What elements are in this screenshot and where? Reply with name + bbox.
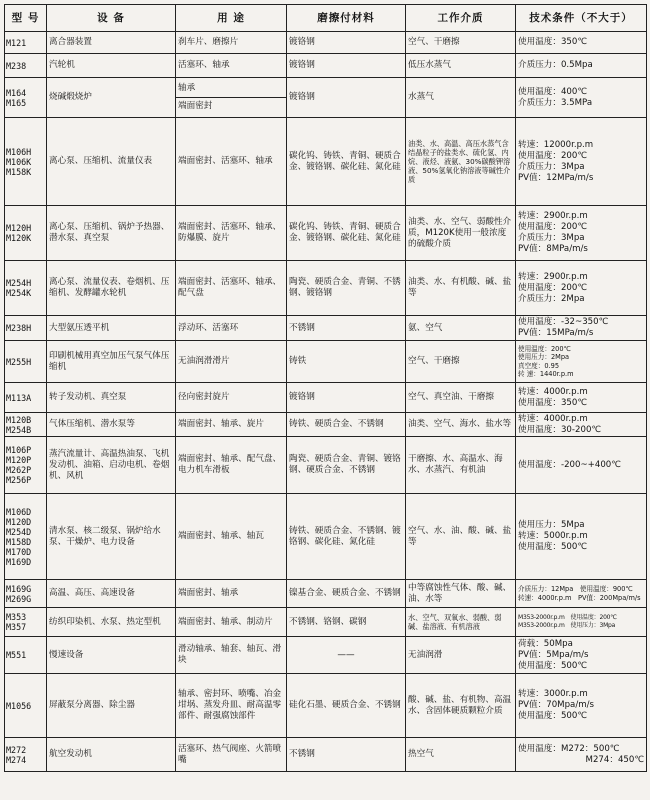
- tech-line: 使用压力：5Mpa: [518, 520, 585, 530]
- tech-line: 使用温度：200℃: [518, 344, 571, 353]
- tech-line: 使用温度：30-200℃: [518, 424, 602, 435]
- material-cell: 铸铁: [287, 341, 406, 383]
- model-code: M120B: [6, 414, 32, 425]
- tech-line: 使用温度：-32~350℃: [518, 317, 609, 327]
- model-code: M158D: [6, 536, 32, 547]
- tech-cell: [516, 383, 647, 413]
- tech-line: 转速：4000r.p.m: [518, 386, 588, 397]
- use-cell: 活塞环、热气阀座、火箭喷嘴: [176, 738, 287, 772]
- tech-line: 转速：5000r.p.m: [518, 531, 588, 541]
- tech-cell: [516, 674, 647, 738]
- material-cell: 陶瓷、硬质合金、青铜、镀铬钢、硬质合金、不锈钢: [287, 437, 406, 494]
- model-code: M357: [6, 622, 27, 632]
- table-row: [5, 383, 647, 413]
- medium-cell: 水蒸气: [406, 78, 516, 118]
- model-list: [6, 61, 45, 71]
- material-cell: 镍基合金、硬质合金、不锈钢: [287, 580, 406, 608]
- model-code: M165: [6, 97, 27, 108]
- use-cell: [176, 78, 287, 118]
- table-row: [5, 261, 647, 316]
- use-cell: 活塞环、轴承: [176, 54, 287, 78]
- tech-line: 荷载：50Mpa: [518, 638, 573, 649]
- model-code: M120H: [6, 223, 32, 233]
- tech-line: 使用温度：500℃: [518, 660, 588, 671]
- equipment-cell: 气体压缩机、潜水泵等: [47, 413, 176, 437]
- equipment-cell: 烧碱煅烧炉: [47, 78, 176, 118]
- model-list: [6, 650, 45, 660]
- model-code: M169G: [6, 583, 32, 594]
- medium-cell: 空气、真空油、干磨擦: [406, 383, 516, 413]
- material-cell: 镀铬钢: [287, 78, 406, 118]
- use-cell: 径向密封旋片: [176, 383, 287, 413]
- model-cell: [5, 494, 47, 580]
- model-code: M272: [6, 744, 27, 755]
- tech-line: 使用温度：200℃: [518, 150, 588, 161]
- medium-cell: 酸、碱、盐、有机物、高温水、含固体硬质颗粒介质: [406, 674, 516, 738]
- table-row: [5, 316, 647, 341]
- tech-cell: [516, 341, 647, 383]
- header-tech: 技术条件（不大于）: [516, 5, 647, 32]
- material-cell: 铸铁、硬质合金、不锈钢、镀铬钢、碳化硅、氮化硅: [287, 494, 406, 580]
- tech-line: 转 速：1440r.p.m: [518, 370, 574, 378]
- tech-line: M353-2000r.p.m 使用压力：3Mpa: [518, 622, 616, 629]
- tech-line: PV值：70Mpa/m/s: [518, 700, 594, 710]
- model-code: M121: [6, 37, 27, 48]
- model-code: M551: [6, 650, 27, 660]
- model-code: M269G: [6, 593, 32, 604]
- use-cell: 端面密封、轴承、旋片: [176, 413, 287, 437]
- equipment-cell: 大型氨压透平机: [47, 316, 176, 341]
- medium-cell: 空气、干磨擦: [406, 32, 516, 54]
- model-cell: [5, 674, 47, 738]
- equipment-cell: 转子发动机、真空泵: [47, 383, 176, 413]
- use-cell: 无油润滑滑片: [176, 341, 287, 383]
- tech-line: 转速：4000r.p.m PV值：200Mpa/m/s: [518, 593, 641, 602]
- model-code: M169D: [6, 556, 32, 567]
- tech-line: 使用温度：200℃: [518, 222, 588, 232]
- model-code: M256P: [6, 475, 32, 485]
- use-cell: 轴承、密封环、喷嘴、冶金坩埚、蒸发舟皿、耐高温零部件、耐强腐蚀部件: [176, 674, 287, 738]
- equipment-cell: 蒸汽流量计、高温热油泵、飞机发动机、油箱、启动电机、卷烟机、风机: [47, 437, 176, 494]
- equipment-cell: 清水泵、核二级泵、锅炉给水泵、干燥炉、电力设备: [47, 494, 176, 580]
- material-cell: 铸铁、硬质合金、不锈钢: [287, 413, 406, 437]
- table-row: [5, 437, 647, 494]
- model-code: M106K: [6, 156, 32, 167]
- material-cell: 镀铬钢: [287, 54, 406, 78]
- model-cell: [5, 206, 47, 261]
- model-list: [6, 745, 45, 765]
- equipment-cell: 屏蔽泵分离器、除尘器: [47, 674, 176, 738]
- model-code: M170D: [6, 546, 32, 557]
- material-cell: 碳化钨、铸铁、青铜、硬质合金、镀铬钢、碳化硅、氮化硅: [287, 118, 406, 206]
- model-list: [6, 38, 45, 48]
- equipment-cell: 汽轮机: [47, 54, 176, 78]
- equipment-cell: 离心泵、压缩机、流量仪表: [47, 118, 176, 206]
- model-code: M106D: [6, 506, 32, 517]
- tech-line: 使用温度：350℃: [518, 397, 588, 408]
- model-code: M254K: [6, 288, 32, 298]
- equipment-cell: 离心泵、流量仪表、卷烟机、压缩机、发酵罐水轮机: [47, 261, 176, 316]
- model-cell: [5, 413, 47, 437]
- header-medium: 工作介质: [406, 5, 516, 32]
- tech-line: PV值：5Mpa/m/s: [518, 649, 589, 660]
- model-list: [6, 88, 45, 108]
- model-code: M158K: [6, 166, 32, 177]
- medium-cell: 无油润滑: [406, 637, 516, 674]
- model-list: [6, 357, 45, 367]
- equipment-cell: 航空发动机: [47, 738, 176, 772]
- tech-cell: [516, 637, 647, 674]
- table-row: [5, 494, 647, 580]
- tech-line: 使用温度：-200~+400℃: [518, 459, 621, 470]
- material-cell: 镀铬钢: [287, 32, 406, 54]
- tech-line: 转速：3000r.p.m: [518, 689, 588, 699]
- tech-line: M274：450℃: [585, 754, 644, 765]
- medium-cell: 热空气: [406, 738, 516, 772]
- tech-line: PV值：12MPa/m/s: [518, 172, 594, 183]
- model-list: [6, 612, 45, 632]
- model-code: M262P: [6, 465, 32, 475]
- model-cell: [5, 316, 47, 341]
- material-cell: 硅化石墨、硬质合金、不锈钢: [287, 674, 406, 738]
- use-cell: 端面密封、轴承: [176, 580, 287, 608]
- table-row: [5, 206, 647, 261]
- material-cell: 镀铬钢: [287, 383, 406, 413]
- medium-cell: 油类、空气、海水、盐水等: [406, 413, 516, 437]
- material-cell: 不锈钢、铬钢、碳钢: [287, 608, 406, 637]
- model-list: [6, 445, 45, 485]
- use-cell: 端面密封、活塞环、轴承: [176, 118, 287, 206]
- tech-cell: [516, 437, 647, 494]
- table-row: [5, 54, 647, 78]
- model-list: [6, 415, 45, 435]
- table-row: [5, 738, 647, 772]
- model-cell: [5, 637, 47, 674]
- equipment-cell: 离心泵、压缩机、锅炉予热器、潜水泵、真空泵: [47, 206, 176, 261]
- model-list: [6, 323, 45, 333]
- use-cell: 端面密封、活塞环、轴承、配气盘: [176, 261, 287, 316]
- table-row: [5, 341, 647, 383]
- header-material: 磨擦付材料: [287, 5, 406, 32]
- material-cell: 不锈钢: [287, 316, 406, 341]
- model-code: M254D: [6, 526, 32, 537]
- medium-cell: 氨、空气: [406, 316, 516, 341]
- use-cell: 滑动轴承、轴套、轴瓦、滑块: [176, 637, 287, 674]
- model-code: M238H: [6, 323, 32, 333]
- equipment-cell: 慢速设备: [47, 637, 176, 674]
- tech-line: 使用温度：350℃: [518, 37, 588, 47]
- use-cell: 刹车片、磨擦片: [176, 32, 287, 54]
- tech-line: 使用温度：400℃: [518, 86, 588, 97]
- material-cell: 碳化钨、铸铁、青铜、硬质合金、镀铬钢、碳化硅、氮化硅: [287, 206, 406, 261]
- tech-line: 转速：12000r.p.m: [518, 139, 594, 150]
- medium-cell: 空气、水、油、酸、碱、盐等: [406, 494, 516, 580]
- model-cell: [5, 261, 47, 316]
- material-cell: ——: [287, 637, 406, 674]
- tech-line: PV值：8MPa/m/s: [518, 244, 588, 254]
- medium-cell: 水、空气、双氧水、弱酸、弱碱、盐溶液、有机溶液: [406, 608, 516, 637]
- model-list: [6, 147, 45, 177]
- table-body: [5, 32, 647, 772]
- tech-cell: [516, 413, 647, 437]
- model-code: M254B: [6, 424, 32, 435]
- model-list: [6, 223, 45, 243]
- model-cell: [5, 437, 47, 494]
- use-cell: 浮动环、活塞环: [176, 316, 287, 341]
- equipment-cell: 印刷机械用真空加压气泵气体压缩机: [47, 341, 176, 383]
- model-cell: [5, 608, 47, 637]
- model-code: M120D: [6, 516, 32, 527]
- medium-cell: 油类、水、高温、高压水蒸气含结晶粒子的盐类水、硫化氢、内烷、液烃、液氨、30%碳酸钾溶液、50%氢氧化钠溶液等碱性介质: [406, 118, 516, 206]
- table-row: [5, 608, 647, 637]
- use-cell: 端面密封、轴承、制动片: [176, 608, 287, 637]
- model-code: M274: [6, 754, 27, 765]
- tech-line: 真空度：0.95: [518, 361, 560, 370]
- tech-line: 介质压力：3.5MPa: [518, 97, 593, 108]
- medium-cell: 油类、水、空气、弱酸性介质，M120K使用一般浓度的硫酸介质: [406, 206, 516, 261]
- use-cell: 端面密封、轴承、配气盘、电力机车滑板: [176, 437, 287, 494]
- equipment-cell: 离合器装置: [47, 32, 176, 54]
- table-row: [5, 32, 647, 54]
- header-model: 型 号: [5, 5, 47, 32]
- model-list: [6, 278, 45, 298]
- model-list: [6, 701, 45, 711]
- model-cell: [5, 118, 47, 206]
- model-code: M164: [6, 87, 27, 98]
- model-list: [6, 393, 45, 403]
- table-row: [5, 674, 647, 738]
- table-row: [5, 78, 647, 118]
- tech-line: 使用温度：200℃: [518, 282, 588, 293]
- header-equipment: 设 备: [47, 5, 176, 32]
- model-code: M1056: [6, 700, 32, 711]
- tech-line: 介质压力：3Mpa: [518, 161, 585, 172]
- model-code: M255H: [6, 356, 32, 367]
- tech-line: 转速：2900r.p.m: [518, 211, 588, 221]
- model-code: M113A: [6, 392, 32, 403]
- tech-cell: [516, 206, 647, 261]
- model-code: M238: [6, 60, 27, 71]
- tech-cell: [516, 580, 647, 608]
- use-item: 轴承: [176, 80, 286, 98]
- tech-line: 转速：2900r.p.m: [518, 271, 588, 282]
- medium-cell: 油类、水、有机酸、碱、盐等: [406, 261, 516, 316]
- model-cell: [5, 341, 47, 383]
- model-cell: [5, 78, 47, 118]
- tech-line: 使用压力：2Mpa: [518, 353, 570, 361]
- header-use: 用 途: [176, 5, 287, 32]
- medium-cell: 干磨擦、水、高温水、海水、水蒸汽、有机油: [406, 437, 516, 494]
- model-cell: [5, 383, 47, 413]
- use-cell: 端面密封、轴承、轴瓦: [176, 494, 287, 580]
- tech-line: 介质压力：0.5Mpa: [518, 60, 593, 70]
- model-code: M353: [6, 612, 27, 622]
- table-row: [5, 637, 647, 674]
- tech-line: 转速：4000r.p.m: [518, 413, 588, 424]
- tech-line: 介质压力：2Mpa: [518, 293, 585, 304]
- tech-cell: [516, 316, 647, 341]
- tech-line: 使用温度：500℃: [518, 711, 588, 721]
- medium-cell: 中等腐蚀性气体、酸、碱、油、水等: [406, 580, 516, 608]
- model-cell: [5, 580, 47, 608]
- tech-cell: [516, 494, 647, 580]
- header-row: [5, 5, 647, 32]
- model-cell: [5, 32, 47, 54]
- tech-line: 介质压力：3Mpa: [518, 233, 585, 243]
- material-cell: 陶瓷、硬质合金、青铜、不锈钢、镀铬钢: [287, 261, 406, 316]
- model-code: M120K: [6, 233, 32, 243]
- tech-cell: [516, 738, 647, 772]
- tech-cell: [516, 118, 647, 206]
- tech-cell: [516, 54, 647, 78]
- tech-cell: [516, 261, 647, 316]
- model-code: M254H: [6, 278, 32, 288]
- equipment-cell: 高温、高压、高速设备: [47, 580, 176, 608]
- table-row: [5, 413, 647, 437]
- material-cell: 不锈钢: [287, 738, 406, 772]
- model-list: [6, 507, 45, 567]
- equipment-cell: 纺织印染机、水泵、热定型机: [47, 608, 176, 637]
- tech-cell: [516, 32, 647, 54]
- tech-line: 使用温度：500℃: [518, 542, 588, 552]
- tech-cell: [516, 78, 647, 118]
- model-code: M106H: [6, 146, 32, 157]
- table-row: [5, 118, 647, 206]
- tech-line: 使用温度：M272：500℃: [518, 743, 620, 754]
- tech-line: 介质压力：12Mpa 使用温度：900℃: [518, 585, 633, 593]
- model-list: [6, 584, 45, 604]
- model-cell: [5, 738, 47, 772]
- tech-line: M353-2000r.p.m 使用温度：200℃: [518, 614, 617, 621]
- tech-line: PV值：15MPa/m/s: [518, 328, 594, 338]
- tech-cell: [516, 608, 647, 637]
- model-cell: [5, 54, 47, 78]
- use-cell: 端面密封、活塞环、轴承、防爆膜、旋片: [176, 206, 287, 261]
- medium-cell: 空气、干磨擦: [406, 341, 516, 383]
- use-item: 端面密封: [178, 101, 213, 111]
- model-code: M106P: [6, 445, 32, 455]
- medium-cell: 低压水蒸气: [406, 54, 516, 78]
- model-code: M120P: [6, 455, 32, 465]
- friction-material-table: [4, 4, 647, 772]
- table-row: [5, 580, 647, 608]
